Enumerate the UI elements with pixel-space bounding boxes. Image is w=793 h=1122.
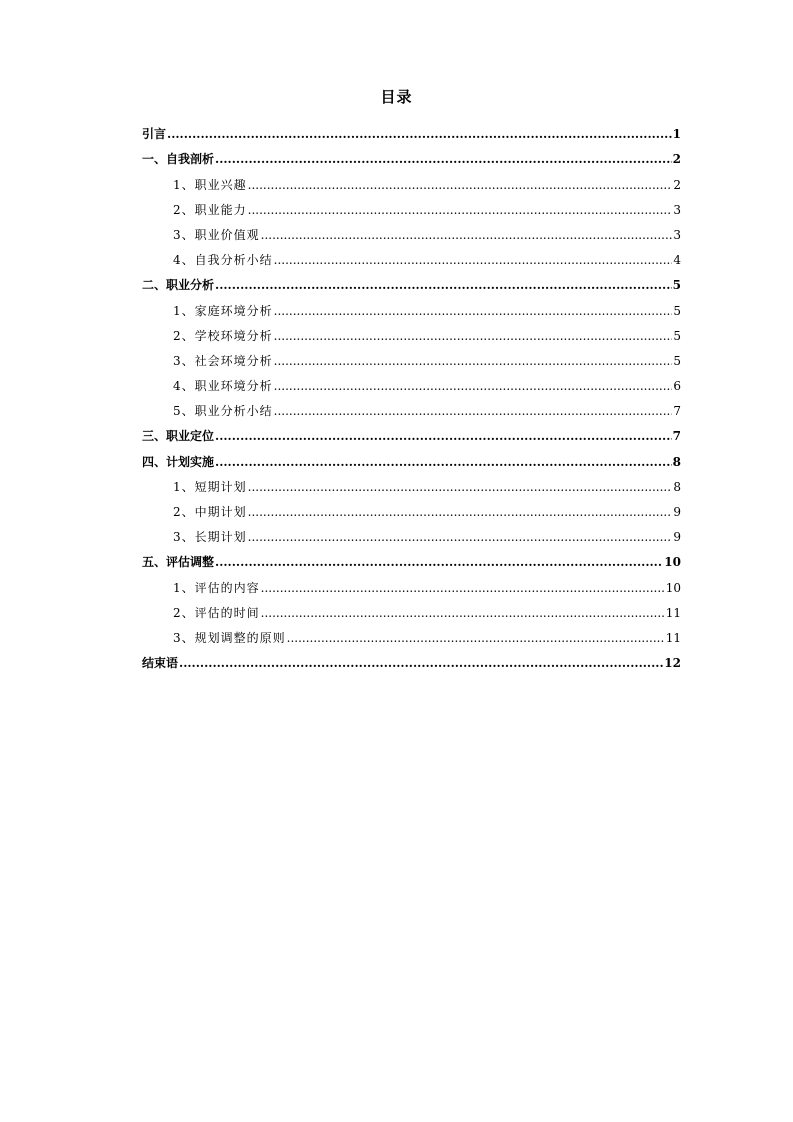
toc-entry-text: 2、职业能力 <box>173 202 247 217</box>
toc-entry[interactable] <box>142 343 681 368</box>
toc-entry-text: 4、自我分析小结 <box>173 253 273 268</box>
toc-page-number: 3 <box>673 202 681 217</box>
toc-entry-text: 三、职业定位 <box>142 429 215 444</box>
toc-title: 目录 <box>380 88 413 106</box>
toc-dot-leader <box>261 606 665 620</box>
toc-entry-text: 五、评估调整 <box>142 555 215 570</box>
toc-dot-leader <box>274 379 673 393</box>
toc-page-number: 7 <box>673 404 681 419</box>
toc-entry-text: 结束语 <box>142 656 179 671</box>
toc-entry-text: 1、职业兴趣 <box>173 177 247 192</box>
toc-entry[interactable] <box>142 393 681 418</box>
toc-entry[interactable] <box>142 368 681 393</box>
toc-dot-leader <box>215 429 672 443</box>
toc-dot-leader <box>274 404 673 418</box>
toc-dot-leader <box>167 127 672 141</box>
toc-entry-text: 2、中期计划 <box>173 505 247 519</box>
toc-page-number: 5 <box>672 278 681 293</box>
toc-entry-text: 5、职业分析小结 <box>173 404 273 419</box>
toc-page-number: 3 <box>673 227 681 242</box>
toc-entry[interactable] <box>142 141 681 166</box>
toc-dot-leader <box>287 631 665 645</box>
toc-page-number: 2 <box>673 177 681 192</box>
toc-entry[interactable] <box>142 318 681 343</box>
toc-page-number: 8 <box>673 479 681 494</box>
toc-entry[interactable] <box>142 418 681 443</box>
toc-page-number: 6 <box>673 379 681 394</box>
toc-entry-text: 2、学校环境分析 <box>173 328 273 343</box>
toc-dot-leader <box>261 581 665 595</box>
toc-entry[interactable] <box>142 494 681 519</box>
toc-entry-text: 一、自我剖析 <box>142 152 215 167</box>
toc-entry-text: 1、家庭环境分析 <box>173 303 273 318</box>
toc-entry[interactable] <box>142 267 681 292</box>
toc-dot-leader <box>248 505 673 519</box>
toc-dot-leader <box>248 480 673 494</box>
toc-page-number: 5 <box>673 353 681 368</box>
toc-entry-text: 四、计划实施 <box>142 454 215 469</box>
toc-entry[interactable] <box>142 192 681 217</box>
toc-entry-text: 3、长期计划 <box>173 530 247 545</box>
toc-dot-leader <box>248 178 673 192</box>
toc-dot-leader <box>215 555 663 569</box>
toc-page-number: 10 <box>664 555 681 570</box>
toc-entry[interactable] <box>142 443 681 468</box>
toc-dot-leader <box>261 228 673 242</box>
toc-entry[interactable] <box>142 645 681 670</box>
toc-entry[interactable] <box>142 166 681 191</box>
toc-dot-leader <box>215 455 672 469</box>
toc-page-number: 11 <box>665 605 681 620</box>
toc-dot-leader <box>274 354 673 368</box>
toc-entry-text: 1、评估的内容 <box>173 580 260 595</box>
toc-dot-leader <box>274 329 673 343</box>
table-of-contents <box>142 116 681 670</box>
toc-entry[interactable] <box>142 595 681 620</box>
toc-dot-leader <box>274 304 673 318</box>
toc-page-number: 9 <box>673 505 681 519</box>
toc-page-number: 7 <box>672 429 681 444</box>
toc-entry-text: 3、职业价值观 <box>173 227 260 242</box>
toc-page-number: 5 <box>673 303 681 318</box>
toc-dot-leader <box>215 278 672 292</box>
toc-entry-text: 3、规划调整的原则 <box>173 630 286 645</box>
toc-entry[interactable] <box>142 292 681 317</box>
toc-entry[interactable] <box>142 519 681 544</box>
toc-entry[interactable] <box>142 544 681 569</box>
toc-page-number: 10 <box>665 580 681 595</box>
toc-dot-leader <box>179 656 663 670</box>
toc-entry-text: 引言 <box>142 127 167 142</box>
toc-page-number: 11 <box>665 630 681 645</box>
toc-entry-text: 1、短期计划 <box>173 479 247 494</box>
toc-entry-text: 3、社会环境分析 <box>173 353 273 368</box>
toc-dot-leader <box>248 203 673 217</box>
toc-page-number: 2 <box>672 152 681 167</box>
toc-page-number: 4 <box>673 253 681 268</box>
toc-dot-leader <box>274 253 673 267</box>
toc-dot-leader <box>215 152 672 166</box>
toc-page-number: 9 <box>673 530 681 545</box>
toc-entry[interactable] <box>142 217 681 242</box>
toc-dot-leader <box>248 530 673 544</box>
toc-entry-text: 2、评估的时间 <box>173 605 260 620</box>
toc-entry[interactable] <box>142 116 681 141</box>
toc-page-number: 5 <box>673 328 681 343</box>
toc-entry[interactable] <box>142 620 681 645</box>
toc-entry-text: 二、职业分析 <box>142 278 215 293</box>
toc-entry-text: 4、职业环境分析 <box>173 379 273 394</box>
toc-page-number: 8 <box>672 454 681 469</box>
toc-entry[interactable] <box>142 469 681 494</box>
toc-entry[interactable] <box>142 242 681 267</box>
toc-entry[interactable] <box>142 569 681 594</box>
toc-page-number: 1 <box>672 127 681 142</box>
toc-page-number: 12 <box>664 656 681 671</box>
